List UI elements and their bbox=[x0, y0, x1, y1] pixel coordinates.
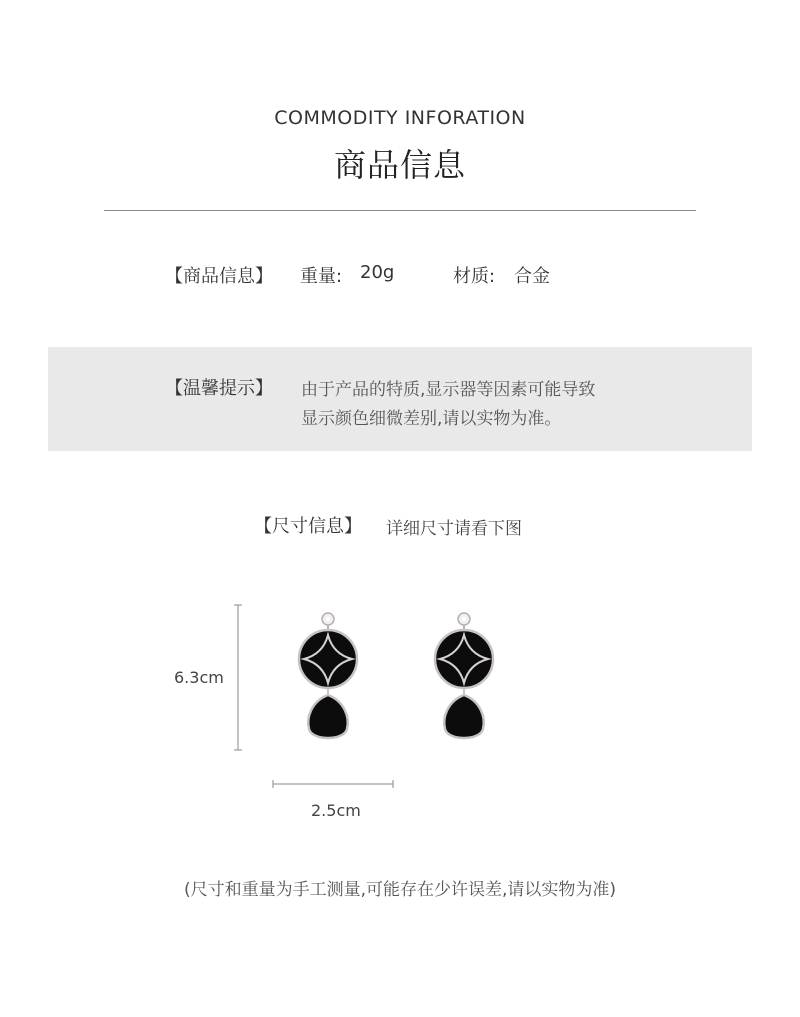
material-label: 材质: bbox=[453, 266, 496, 287]
section-title-en: COMMODITY INFORATION bbox=[274, 107, 526, 129]
notice-line-1: 由于产品的特质,显示器等因素可能导致 bbox=[301, 380, 596, 400]
earring-right bbox=[435, 613, 493, 738]
size-info-label: 【尺寸信息】 bbox=[254, 516, 362, 537]
size-diagram bbox=[150, 595, 550, 835]
material-value: 合金 bbox=[514, 266, 550, 287]
notice-label: 【温馨提示】 bbox=[165, 378, 273, 399]
weight-label: 重量: bbox=[300, 266, 343, 287]
height-label: 6.3cm bbox=[174, 668, 224, 687]
header-divider bbox=[104, 210, 696, 211]
earring-left bbox=[299, 613, 357, 738]
weight-value: 20g bbox=[360, 262, 395, 283]
width-dimension-line bbox=[273, 780, 393, 788]
width-label: 2.5cm bbox=[311, 801, 361, 820]
height-dimension-line bbox=[234, 605, 242, 750]
measurement-footnote: (尺寸和重量为手工测量,可能存在少许误差,请以实物为准) bbox=[183, 880, 617, 900]
section-title-cn: 商品信息 bbox=[333, 146, 466, 184]
product-info-label: 【商品信息】 bbox=[165, 266, 273, 287]
notice-line-2: 显示颜色细微差别,请以实物为准。 bbox=[301, 409, 562, 429]
size-info-text: 详细尺寸请看下图 bbox=[386, 519, 522, 539]
